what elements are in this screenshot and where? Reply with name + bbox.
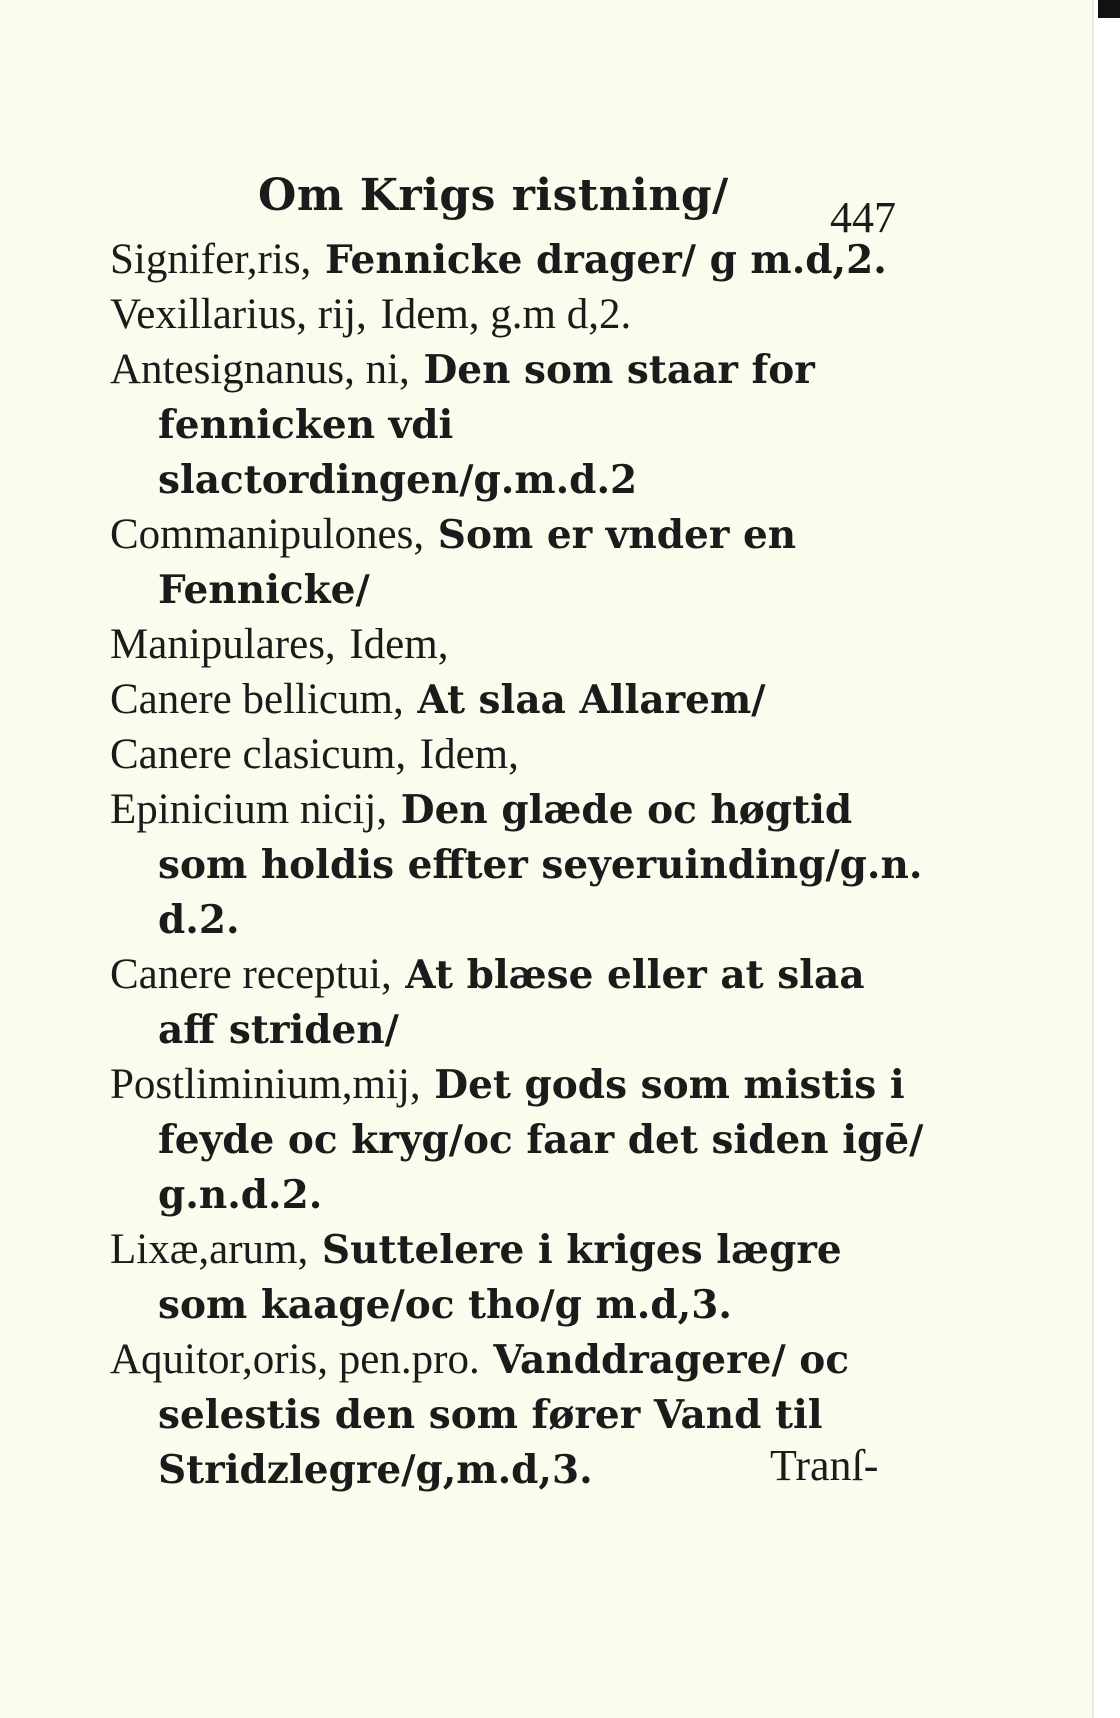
scan-edge-mark [1098, 0, 1120, 18]
latin-term: Antesignanus, ni, [110, 346, 410, 393]
page-edge [1092, 0, 1094, 1718]
glossary-entry [110, 947, 930, 1057]
glossary-entry [110, 342, 930, 507]
glossary-entry [110, 617, 930, 672]
latin-term: Aquitor,oris, pen.pro. [110, 1336, 480, 1383]
latin-term: Signifer,ris, [110, 236, 312, 283]
page-header [110, 170, 930, 242]
glossary-entry [110, 1057, 930, 1222]
latin-term: Canere bellicum, [110, 676, 404, 723]
latin-term: Vexillarius, rij, [110, 291, 367, 338]
glossary-entry [110, 232, 930, 287]
danish-gloss: Den glæde oc høgtid som holdis effter seyeruinding/g.n. d.2. [158, 787, 923, 943]
glossary-entry [110, 287, 930, 342]
latin-term: Manipulares, [110, 621, 336, 668]
latin-term: Canere receptui, [110, 951, 392, 998]
danish-gloss: Fennicke drager/ g m.d,2. [324, 237, 887, 283]
latin-term: Epinicium nicij, [110, 786, 388, 833]
glossary-entry [110, 1222, 930, 1332]
latin-term: Postliminium,mij, [110, 1061, 421, 1108]
danish-gloss: At slaa Allarem/ [417, 677, 766, 723]
danish-gloss: Det gods som mistis i feyde oc kryg/oc faar det siden igē/ g.n.d.2. [158, 1062, 924, 1218]
glossary-entry [110, 727, 930, 782]
danish-gloss: Idem, [419, 731, 519, 778]
page-number: 447 [830, 193, 896, 242]
danish-gloss: Den som staar for fennicken vdi slactordingen/g.m.d.2 [158, 347, 815, 503]
danish-gloss: Idem, [349, 621, 449, 668]
danish-gloss: Suttelere i kriges lægre som kaage/oc tho/g m.d,3. [158, 1227, 842, 1328]
danish-gloss: At blæse eller at slaa aff striden/ [158, 952, 865, 1053]
danish-gloss: Som er vnder en Fennicke/ [158, 512, 797, 613]
catchword: Tranſ- [770, 1441, 879, 1490]
page-body [110, 170, 930, 1497]
glossary-entry [110, 782, 930, 947]
latin-term: Lixæ,arum, [110, 1226, 309, 1273]
danish-gloss: Idem, g.m d,2. [380, 291, 632, 338]
latin-term: Canere clasicum, [110, 731, 407, 778]
glossary-entry [110, 672, 930, 727]
glossary-list [110, 232, 930, 1497]
glossary-entry [110, 507, 930, 617]
latin-term: Commanipulones, [110, 511, 425, 558]
running-head: Om Krigs ristning/ [258, 170, 729, 221]
danish-gloss: Vanddragere/ oc selestis den som fører Vand til Stridzlegre/g,m.d,3. [158, 1337, 850, 1493]
